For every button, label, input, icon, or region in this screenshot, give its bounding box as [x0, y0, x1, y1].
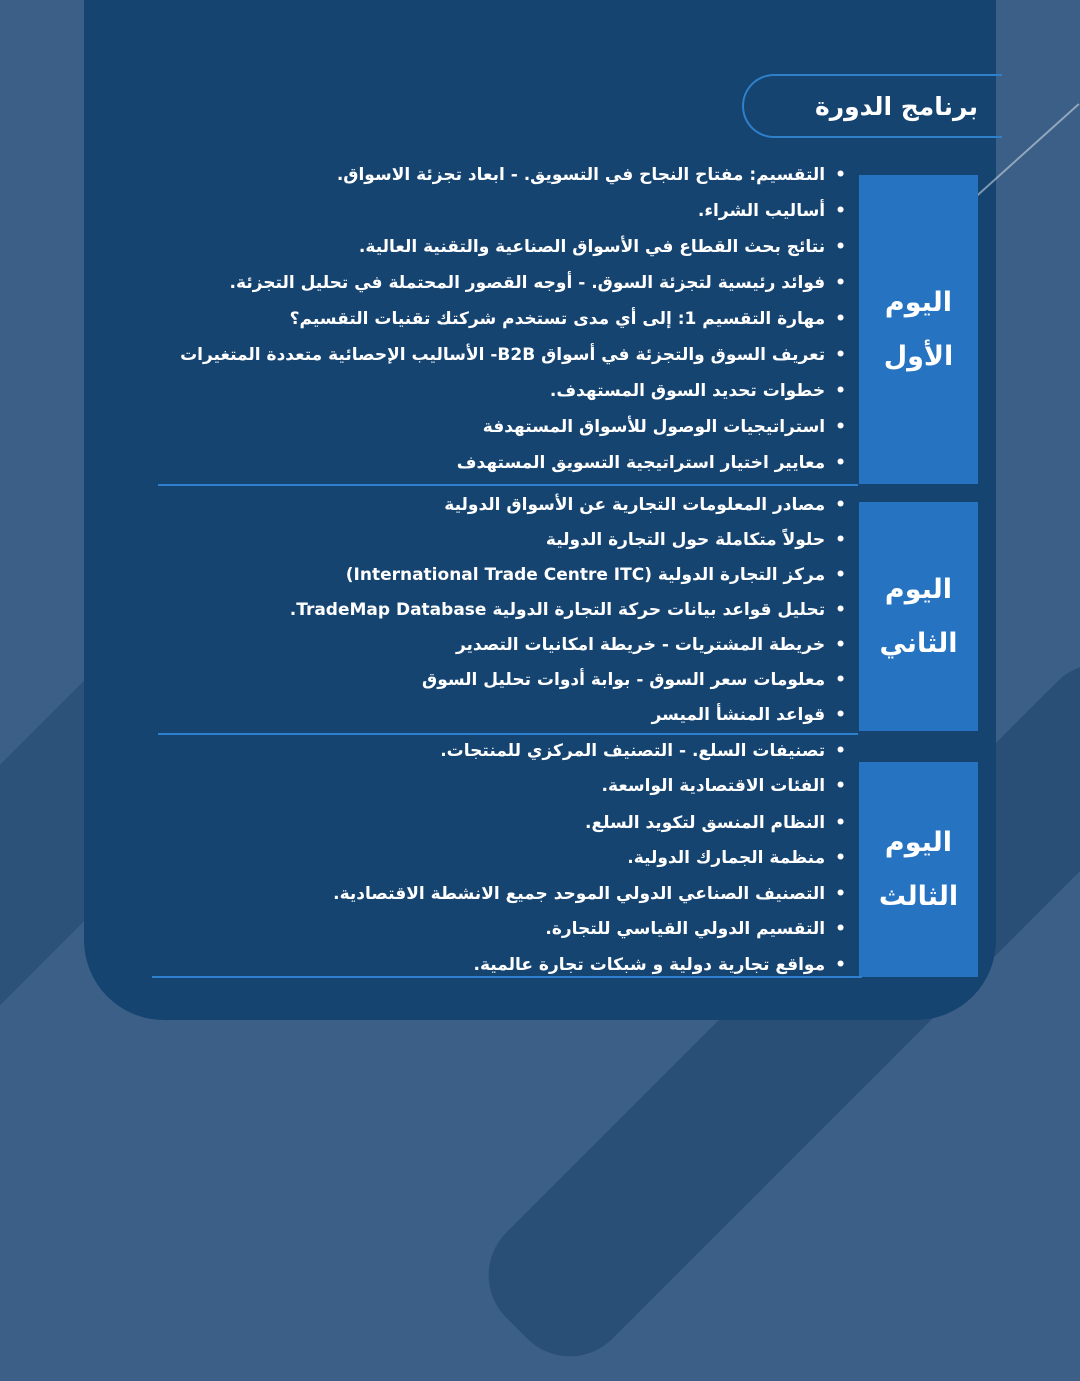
- day-3-label-line1: اليوم: [884, 826, 953, 858]
- list-item: •أساليب الشراء.: [698, 194, 846, 228]
- page-title-text: برنامج الدورة: [814, 91, 978, 121]
- day-1-label-line1: اليوم: [884, 286, 953, 318]
- list-item: •نتائج بحث القطاع في الأسواق الصناعية والتقنية العالية.: [359, 230, 846, 264]
- list-item: •خطوات تحديد السوق المستهدف.: [550, 374, 846, 408]
- bullet-icon: •: [835, 273, 846, 293]
- bullet-icon: •: [835, 635, 846, 655]
- bullet-icon: •: [835, 741, 846, 761]
- bullet-icon: •: [835, 165, 846, 185]
- day-2-label-line2: الثاني: [879, 627, 958, 659]
- list-item: •فوائد رئيسية لتجزئة السوق. - أوجه القصور المحتملة في تحليل التجزئة.: [230, 266, 846, 300]
- list-item: •الفئات الاقتصادية الواسعة.: [602, 769, 846, 803]
- list-item: •قواعد المنشأ الميسر: [652, 698, 846, 732]
- list-item: •التقسيم الدولي القياسي للتجارة.: [545, 912, 846, 946]
- bullet-icon: •: [835, 670, 846, 690]
- bullet-icon: •: [835, 919, 846, 939]
- day-2-label: [859, 502, 978, 731]
- bullet-icon: •: [835, 309, 846, 329]
- day-3-label: [859, 762, 978, 977]
- bullet-icon: •: [835, 565, 846, 585]
- bullet-icon: •: [835, 848, 846, 868]
- bullet-icon: •: [835, 201, 846, 221]
- day-1-label-line2: الأول: [883, 340, 954, 372]
- list-item: •خريطة المشتريات - خريطة امكانيات التصدير: [456, 628, 846, 662]
- day-1-label: [859, 175, 978, 484]
- list-item: •حلولاً متكاملة حول التجارة الدولية: [546, 523, 846, 557]
- bullet-icon: •: [835, 955, 846, 975]
- bullet-icon: •: [835, 381, 846, 401]
- list-item: •مركز التجارة الدولية (International Trade Centre ITC): [346, 558, 846, 592]
- list-item: •مواقع تجارية دولية و شبكات تجارة عالمية.: [474, 948, 846, 982]
- bullet-icon: •: [835, 453, 846, 473]
- page-title: [742, 74, 1002, 138]
- bullet-icon: •: [835, 530, 846, 550]
- list-item: •تصنيفات السلع. - التصنيف المركزي للمنتجات.: [440, 734, 846, 768]
- bullet-icon: •: [835, 495, 846, 515]
- list-item: •معلومات سعر السوق - بوابة أدوات تحليل السوق: [422, 663, 846, 697]
- bullet-icon: •: [835, 776, 846, 796]
- bullet-icon: •: [835, 884, 846, 904]
- bullet-icon: •: [835, 237, 846, 257]
- bullet-icon: •: [835, 600, 846, 620]
- list-item: •تحليل قواعد بيانات حركة التجارة الدولية TradeMap Database.: [290, 593, 846, 627]
- list-item: •تعريف السوق والتجزئة في أسواق B2B- الأساليب الإحصائية متعددة المتغيرات: [180, 338, 846, 372]
- list-item: •مهارة التقسيم 1: إلى أي مدى تستخدم شركتك تقنيات التقسيم؟: [290, 302, 846, 336]
- list-item: •النظام المنسق لتكويد السلع.: [585, 806, 846, 840]
- day-2-label-line1: اليوم: [884, 573, 953, 605]
- list-item: •التصنيف الصناعي الدولي الموحد جميع الانشطة الاقتصادية.: [333, 877, 846, 911]
- section-divider: [152, 976, 862, 978]
- list-item: •مصادر المعلومات التجارية عن الأسواق الدولية: [444, 488, 846, 522]
- list-item: •التقسيم: مفتاح النجاح في التسويق. - ابعاد تجزئة الاسواق.: [337, 158, 846, 192]
- section-divider: [158, 484, 858, 486]
- list-item: •منظمة الجمارك الدولية.: [627, 841, 846, 875]
- day-3-label-line2: الثالث: [878, 880, 959, 912]
- bullet-icon: •: [835, 417, 846, 437]
- list-item: •استراتيجيات الوصول للأسواق المستهدفة: [483, 410, 846, 444]
- bullet-icon: •: [835, 705, 846, 725]
- list-item: •معايير اختيار استراتيجية التسويق المستهدف: [457, 446, 846, 480]
- bullet-icon: •: [835, 813, 846, 833]
- bullet-icon: •: [835, 345, 846, 365]
